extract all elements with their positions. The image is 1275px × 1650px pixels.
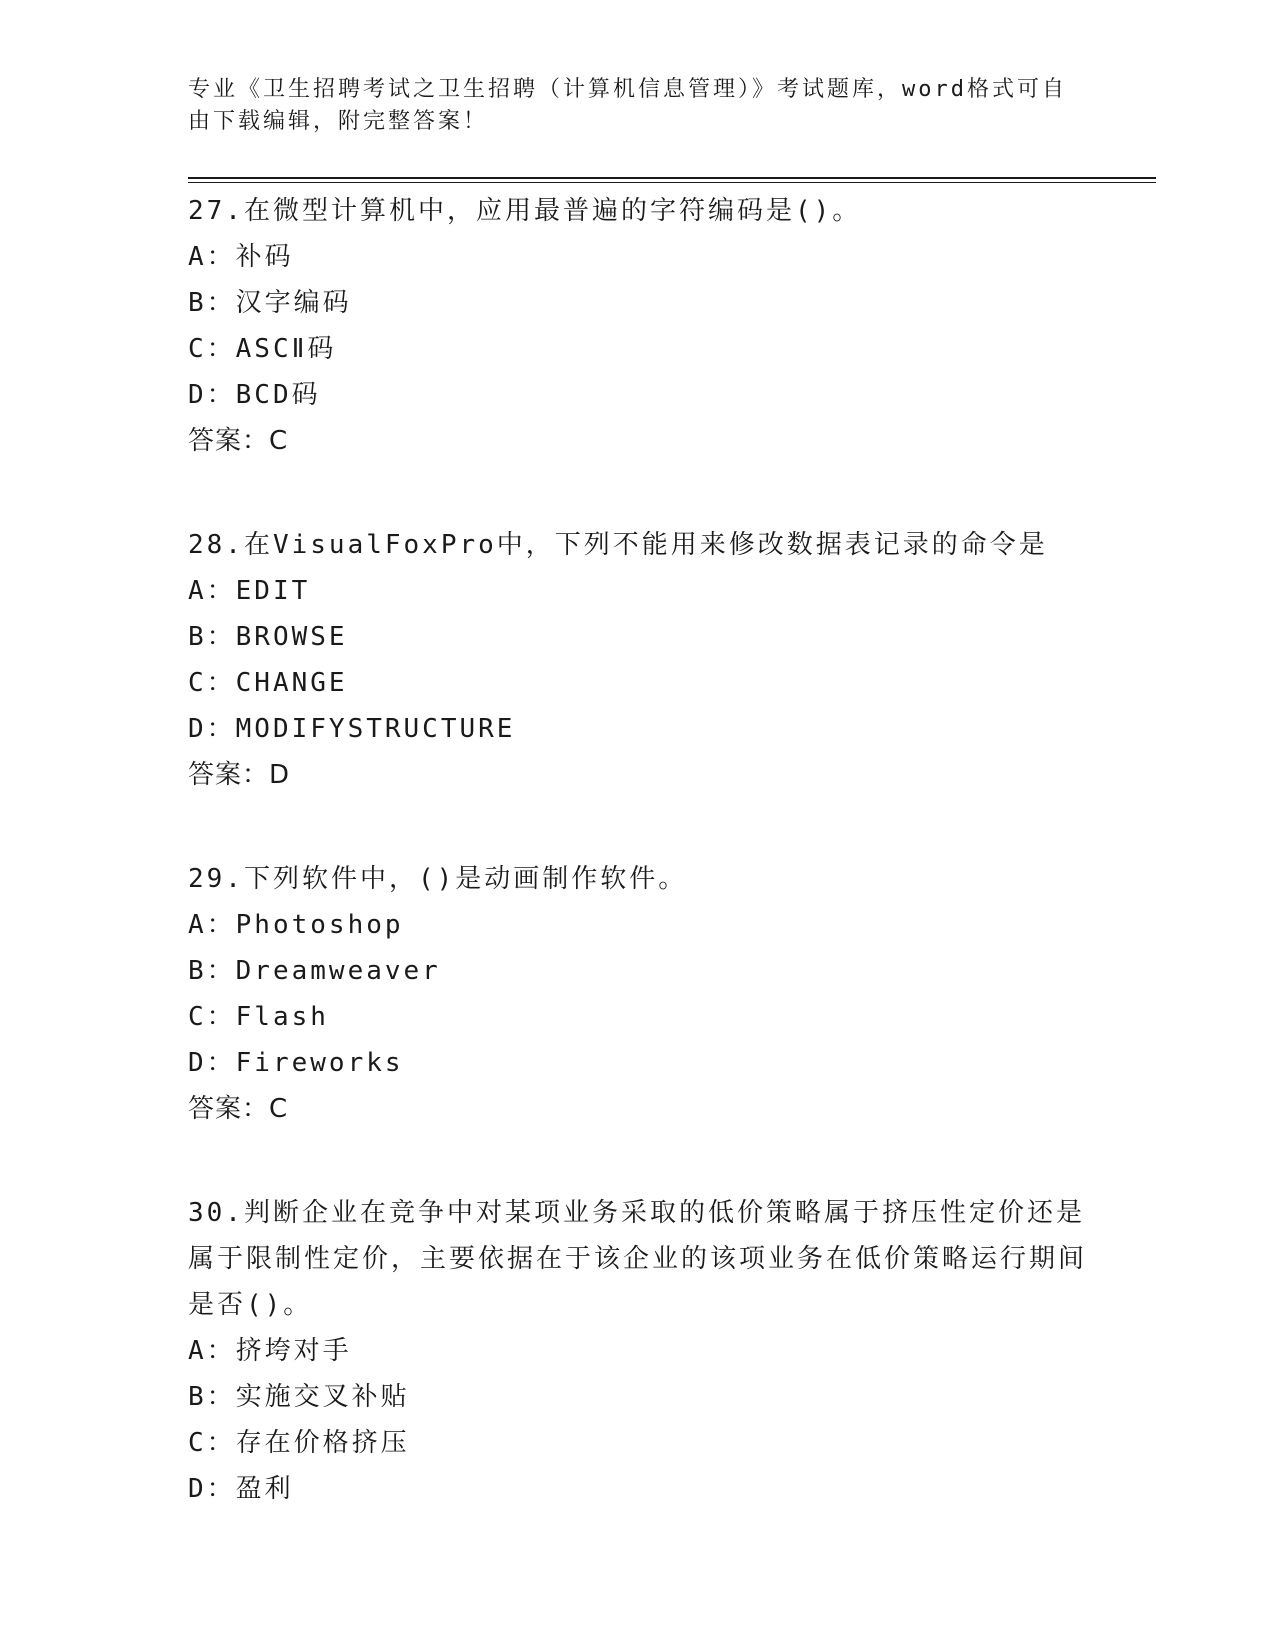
option-a: A：补码 xyxy=(188,242,294,272)
option-c: C：存在价格挤压 xyxy=(188,1428,410,1458)
question-27 xyxy=(188,188,1088,464)
option-a: A：EDIT xyxy=(188,576,311,606)
question-30 xyxy=(188,1190,1088,1512)
question-stem: 30.判断企业在竞争中对某项业务采取的低价策略属于挤压性定价还是属于限制性定价，主要依据在于该企业的该项业务在低价策略运行期间是否()。 xyxy=(188,1198,1088,1320)
option-d: D：盈利 xyxy=(188,1474,294,1504)
header-divider-thin xyxy=(188,182,1156,183)
question-stem: 28.在VisualFoxPro中，下列不能用来修改数据表记录的命令是 xyxy=(188,530,1048,560)
question-29 xyxy=(188,856,1088,1132)
option-c: C：Flash xyxy=(188,1002,329,1032)
option-a: A：挤垮对手 xyxy=(188,1336,352,1366)
option-b: B：实施交叉补贴 xyxy=(188,1382,410,1412)
answer: 答案：C xyxy=(188,1094,289,1124)
question-28 xyxy=(188,522,1088,798)
option-d: D：BCD码 xyxy=(188,380,321,410)
answer: 答案：C xyxy=(188,426,289,456)
option-c: C：ASCⅡ码 xyxy=(188,334,337,364)
document-header: 专业《卫生招聘考试之卫生招聘（计算机信息管理）》考试题库，word格式可自由下载编辑，附完整答案！ xyxy=(188,77,1067,134)
question-stem: 27.在微型计算机中，应用最普遍的字符编码是()。 xyxy=(188,196,862,226)
header-divider xyxy=(188,177,1156,179)
option-d: D：Fireworks xyxy=(188,1048,404,1078)
option-b: B：Dreamweaver xyxy=(188,956,441,986)
option-b: B：BROWSE xyxy=(188,622,348,652)
option-c: C：CHANGE xyxy=(188,668,348,698)
option-a: A：Photoshop xyxy=(188,910,404,940)
answer: 答案：D xyxy=(188,760,291,790)
question-list xyxy=(188,188,1088,1570)
option-d: D：MODIFYSTRUCTURE xyxy=(188,714,516,744)
question-stem: 29.下列软件中，()是动画制作软件。 xyxy=(188,864,688,894)
option-b: B：汉字编码 xyxy=(188,288,352,318)
